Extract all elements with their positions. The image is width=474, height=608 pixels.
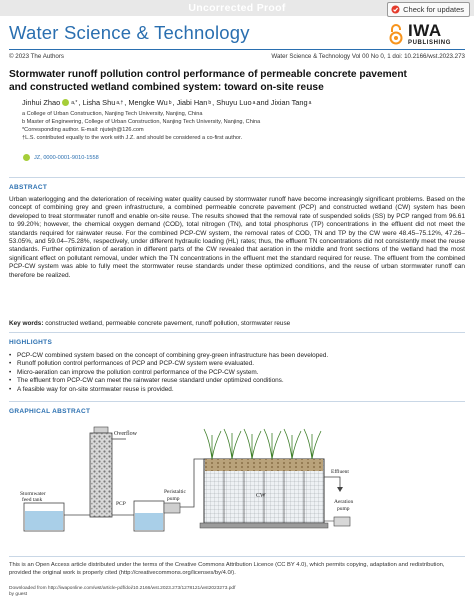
abstract-text: Urban waterlogging and the deterioration of receiving water quality caused by stormwater runoff have become increasingly significant problems. Based on the concept of combining grey and green infrastructure, a combined permeable concrete pavement (PCP) and constructed wetland (CW) system has been developed to treat stormwater runoff and enable on-site reuse. The results showed that the removal rate of suspended solids (SS) by PCP ranged from 96.61 to 99.20%; however, the chemical oxygen demand (COD), total nitrogen (TN), and total phosphorus (TP) concentrations in the effluent did not meet the standards required for rainwater reuse. For the combined PCP-CW system, the removal rates of COD, TN and TP by the CW were 48.45–75.12%, 47.26–53.05%, and 59.04–75.28%, respectively, under different hydraulic loading (HL) rates; thus, the effluent TN concentrations did not consistently meet the reuse standards. Further optimization of aeration in different parts of the CW revealed that aeration in the middle and front sections of the wetland had the most significant effect on pollutant removal, under which the TN concentrations in the effluent met the standard required for reuse. The effluent from the combined PCP-CW system was able to fully meet the stormwater reuse standards under these optimized conditions, and the reuse of urban stormwater runoff can therefore be realized. [9,196,465,279]
keywords [9,320,290,327]
wetland-plants [204,429,321,459]
journal-title: Water Science & Technology [9,22,250,43]
label-aeration-pump-2: pump [337,506,350,512]
publisher-logo-sub: PUBLISHING [408,40,452,46]
label-feed-tank-2: feed tank [22,497,43,503]
article-citation: Water Science & Technology Vol 00 No 0, 1 doi: 10.2166/wst.2023.273 [271,53,465,60]
highlight-item: • A feasible way for on-site stormwater reuse is provided. [9,386,465,394]
download-by: by guest [9,592,28,597]
publisher-logo-text: IWA [408,21,442,40]
section-divider [9,401,465,402]
highlight-item: • PCP-CW combined system based on the concept of combining grey-green infrastructure has been developed. [9,352,465,360]
graphical-abstract-figure [18,425,366,535]
author-affiliation-mark: a,† [116,99,124,106]
section-divider [9,556,465,557]
article-title [9,68,449,94]
article-title-line-2: and constructed wetland combined system: toward on-site reuse [9,82,324,93]
effluent-outlet [324,477,343,492]
label-pcp: PCP [116,501,126,507]
section-divider [9,177,465,178]
label-peristaltic-pump-2: pump [167,496,180,502]
proof-banner-text: Uncorrected Proof [188,2,286,14]
header-divider [9,49,465,50]
graphical-abstract-heading: GRAPHICAL ABSTRACT [9,408,91,415]
orcid-icon[interactable] [62,99,69,106]
highlights-list [9,352,465,394]
check-for-updates-button[interactable] [387,2,470,17]
highlight-item: • Runoff pollution control performances of PCP and PCP-CW system were evaluated. [9,360,465,368]
author-name: , Lisha Shu [78,98,116,107]
highlights-heading: HIGHLIGHTS [9,339,53,346]
label-aeration-pump-1: Aeration [334,499,354,505]
copyright-notice: © 2023 The Authors [9,53,65,60]
affiliation-a: a College of Urban Construction, Nanjing Tech University, Nanjing, China [22,111,203,117]
label-overflow: Overflow [114,431,137,437]
orcid-link[interactable] [22,154,99,161]
author-affiliation-mark: b [168,99,172,106]
author-affiliation-mark: a [252,99,256,106]
crossmark-icon [391,5,400,14]
orcid-icon [23,154,30,161]
license-footnote: This is an Open Access article distributed under the terms of the Creative Commons Attribution Licence (CC BY 4.0), which permits copying, adaptation and redistribution, provided the original work is properly cited (http://creativecommons.org/licenses/by/4.0/). [9,562,445,576]
author-name: , Mengke Wu [124,98,168,107]
author-list [22,98,311,107]
highlight-item: • Micro-aeration can improve the pollution control performance of the PCP-CW system. [9,369,465,377]
author-name: and Jixian Tang [256,98,308,107]
abstract-heading: ABSTRACT [9,184,48,191]
download-notice [9,586,235,598]
corresponding-author: *Corresponding author. E-mail: njutejh@126.com [22,127,144,133]
author-affiliation-mark: b [208,99,212,106]
author-affiliation-mark: a [308,99,312,106]
author-name: , Jiabi Han [172,98,208,107]
article-title-line-1: Stormwater runoff pollution control performance of permeable concrete pavement [9,69,407,80]
check-for-updates-label: Check for updates [403,5,464,14]
label-effluent: Effluent [331,469,349,475]
affiliation-b: b Master of Engineering, College of Urban Construction, Nanjing Tech University, Nanjing, China [22,119,261,125]
feed-tank [24,503,90,531]
keywords-label: Key words: [9,320,44,327]
equal-contribution-note: †L.S. contributed equally to the work with J.Z. and should be considered a co-first author. [22,135,243,141]
author-name: Jinhui Zhao [22,98,61,107]
peristaltic-pump [164,459,204,513]
label-feed-tank-1: Stormwater [20,491,46,497]
label-cw: CW [256,493,266,499]
open-access-icon [388,23,404,45]
highlight-item: • The effluent from PCP-CW can meet the rainwater reuse standard under optimized conditions. [9,377,465,385]
section-divider [9,332,465,333]
author-affiliation-mark: a,* [71,99,78,106]
author-name: , Shuyu Luo [212,98,252,107]
orcid-text: JZ, 0000-0001-9010-1558 [34,154,99,161]
label-peristaltic-pump-1: Peristaltic [164,489,186,495]
download-url: Downloaded from http://iwaponline.com/wst/article-pdf/doi/10.2166/wst.2023.273/1278121/wst2023273.pdf [9,586,236,591]
publisher-logo[interactable] [408,22,460,46]
keywords-text: constructed wetland, permeable concrete pavement, runoff pollution, stormwater reuse [43,320,291,327]
